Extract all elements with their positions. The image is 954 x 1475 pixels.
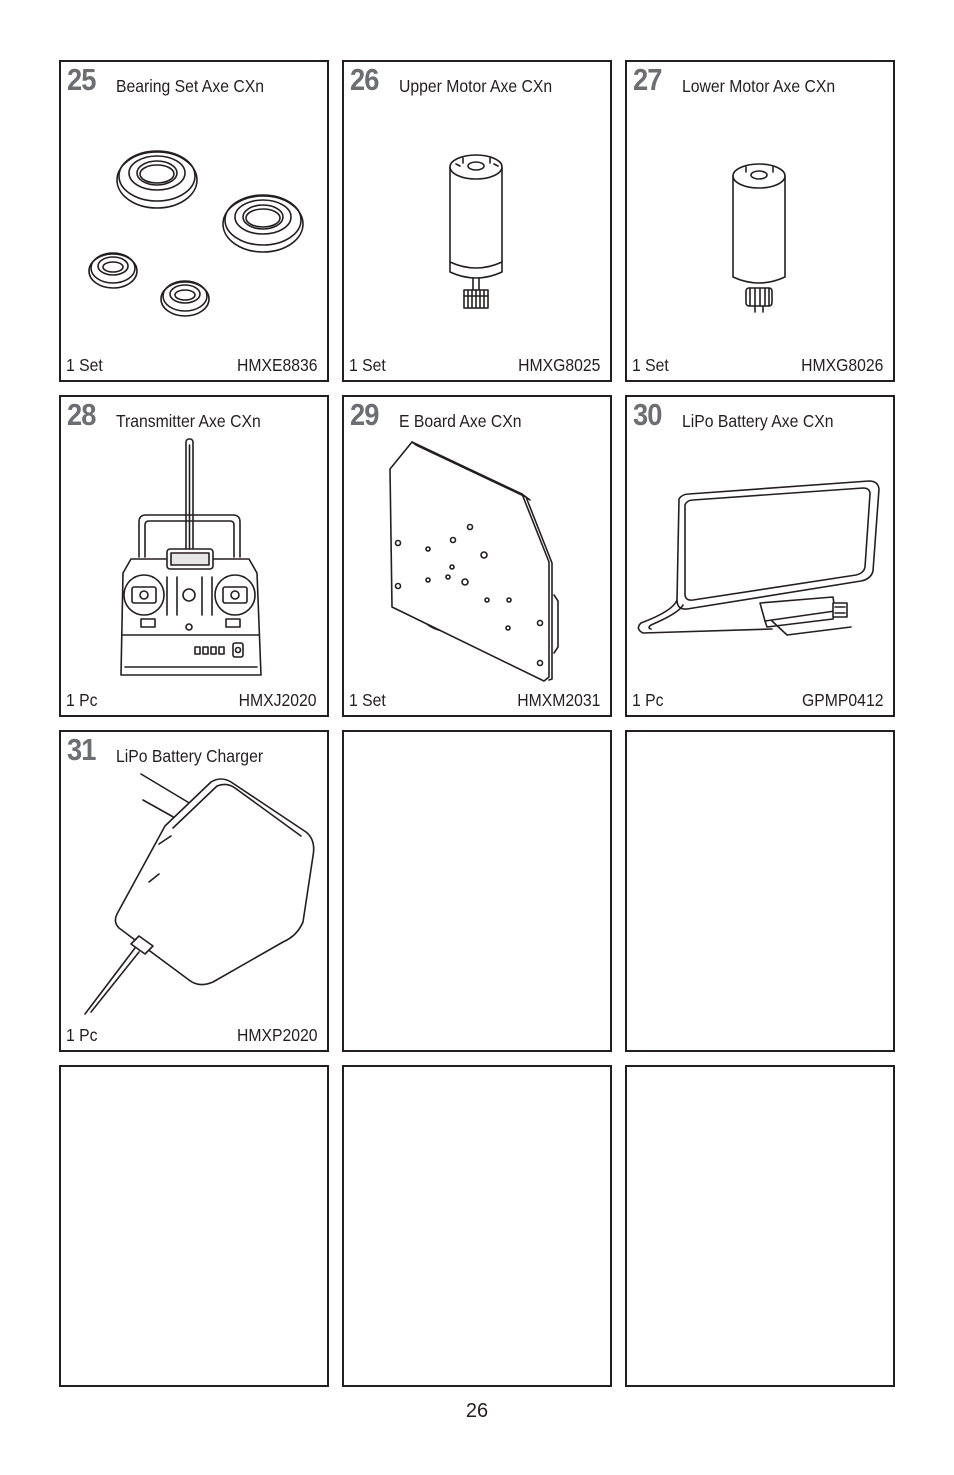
part-number: 25: [67, 62, 96, 97]
part-number: 31: [67, 732, 96, 767]
part-quantity: 1 Set: [349, 690, 386, 710]
part-name: Transmitter Axe CXn: [116, 411, 261, 431]
part-cell-27: [625, 60, 895, 382]
lipo-battery-illustration: [627, 397, 892, 714]
upper-motor-illustration: [344, 62, 609, 379]
empty-cell: [625, 1065, 895, 1387]
part-quantity: 1 Pc: [632, 690, 664, 710]
part-quantity: 1 Pc: [66, 690, 98, 710]
part-quantity: 1 Pc: [66, 1025, 98, 1045]
part-code: GPMP0412: [801, 690, 883, 710]
bearing-set-illustration: [61, 62, 326, 379]
part-cell-29: [342, 395, 612, 717]
part-number: 27: [633, 62, 662, 97]
lower-motor-illustration: [627, 62, 892, 379]
part-code: HMXE8836: [236, 355, 317, 375]
part-number: 28: [67, 397, 96, 432]
page-number: 26: [465, 1400, 489, 1422]
parts-grid: [59, 60, 895, 1387]
part-name: Bearing Set Axe CXn: [116, 76, 264, 96]
part-cell-26: [342, 60, 612, 382]
part-code: HMXM2031: [516, 690, 600, 710]
part-name: Upper Motor Axe CXn: [399, 76, 553, 96]
part-name: Lower Motor Axe CXn: [682, 76, 836, 96]
bearing-small-2: [161, 281, 209, 316]
bearing-small-1: [89, 253, 137, 288]
part-cell-25: [59, 60, 329, 382]
part-code: HMXJ2020: [239, 690, 317, 710]
charger-illustration: [61, 732, 326, 1049]
empty-cell: [625, 730, 895, 1052]
part-number: 26: [350, 62, 379, 97]
bearing-large-2: [223, 195, 303, 252]
part-cell-28: [59, 395, 329, 717]
part-name: LiPo Battery Axe CXn: [682, 411, 834, 431]
empty-cell: [59, 1065, 329, 1387]
transmitter-illustration: [61, 397, 326, 714]
part-cell-31: [59, 730, 329, 1052]
part-quantity: 1 Set: [349, 355, 386, 375]
part-name: E Board Axe CXn: [399, 411, 522, 431]
part-cell-30: [625, 395, 895, 717]
part-quantity: 1 Set: [632, 355, 669, 375]
part-code: HMXG8026: [800, 355, 883, 375]
part-code: HMXG8025: [517, 355, 600, 375]
e-board-illustration: [344, 397, 609, 714]
bearing-large-1: [117, 151, 197, 208]
empty-cell: [342, 730, 612, 1052]
part-number: 30: [633, 397, 662, 432]
part-number: 29: [350, 397, 379, 432]
part-quantity: 1 Set: [66, 355, 103, 375]
part-name: LiPo Battery Charger: [116, 746, 264, 766]
empty-cell: [342, 1065, 612, 1387]
part-code: HMXP2020: [236, 1025, 317, 1045]
